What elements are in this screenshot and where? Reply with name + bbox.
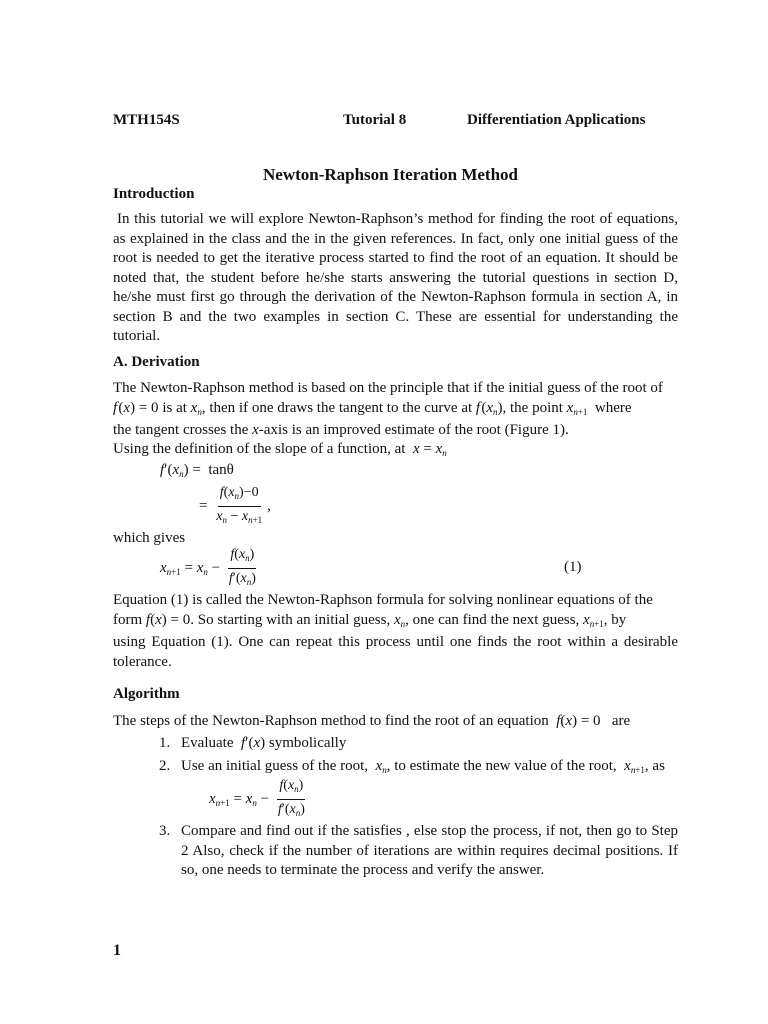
page-number: 1 [113, 942, 121, 959]
algorithm-step-3: Compare and find out if the satisfies , else stop the process, if not, then go to Step 2 Also, check if the number of iterations are within requires decimal positions. If so, one needs to terminate the process and verify the answer. [181, 823, 678, 878]
equation-explanation-line-2: form f(x) = 0. So starting with an initial guess, $x_n$, one can find the next guess, $x_{n+1}$, by [113, 612, 627, 629]
intro-heading: Introduction [113, 186, 195, 202]
topic-title: Differentiation Applications [467, 112, 646, 128]
math-fx-eq-0: f [113, 400, 118, 416]
algorithm-intro: The steps of the Newton-Raphson method to find the root of an equation f(x) = 0 are [113, 713, 631, 729]
equation-explanation-line-1: Equation (1) is called the Newton-Raphson formula for solving nonlinear equations of the [113, 592, 653, 608]
algorithm-step-number: 3. [159, 823, 171, 839]
derivation-line-2: f (x) = 0 is at $x_n$, then if one draws the tangent to the curve at f $(x_n)$, the point $x_{n+1}$ where [113, 400, 632, 417]
derivation-line-1: The Newton-Raphson method is based on the principle that if the initial guess of the root of [113, 380, 663, 396]
derivation-heading: A. Derivation [113, 354, 200, 370]
which-gives-text: which gives [113, 530, 186, 546]
slope-definition-line: Using the definition of the slope of a function, at $x = x_n$ [113, 441, 447, 458]
algorithm-step-1: Evaluate f′(x) symbolically [181, 735, 347, 751]
equation-slope-fraction: = $\frac{f(x_n)-0}{x_n - x_{n+1}}$ , [199, 485, 271, 525]
tutorial-number: Tutorial 8 [343, 112, 407, 128]
equation-tangent: $f'(x_n) = \tan\theta$ [160, 462, 234, 479]
algorithm-heading: Algorithm [113, 686, 180, 702]
equation-number: (1) [564, 559, 582, 575]
intro-paragraph: In this tutorial we will explore Newton-Raphson’s method for finding the root of equations, as explained in the class and the in the given references. In fact, only one initial guess of the root is needed to get the iterative process started to find the root of an equation. It should be noted that, the student before he/she starts answering the tutorial questions in section D, he/she must first go through the derivation of the Newton-Raphson formula in section A, in section B and the two examples in section C. These are essential for understanding the tutorial. [113, 211, 678, 344]
algorithm-step-number: 1. [159, 735, 171, 751]
equation-explanation-line-3: using Equation (1). One can repeat this process until one finds the root within a desirable tolerance. [113, 634, 678, 670]
derivation-line-3: the tangent crosses the x-axis is an improved estimate of the root (Figure 1). [113, 422, 569, 438]
newton-raphson-formula: $x_{n+1} = x_n$ − $\frac{f(x_n)}{f'(x_n)}$ [160, 547, 256, 587]
algorithm-formula: $x_{n+1} = x_n$ − $\frac{f(x_n)}{f'(x_n)}$ [209, 778, 305, 818]
algorithm-step-2: Use an initial guess of the root, $x_n$, to estimate the new value of the root, $x_{n+1}$, as [181, 758, 665, 775]
page-title: Newton-Raphson Iteration Method [263, 165, 518, 184]
course-code: MTH154S [113, 112, 180, 128]
algorithm-step-number: 2. [159, 758, 171, 774]
